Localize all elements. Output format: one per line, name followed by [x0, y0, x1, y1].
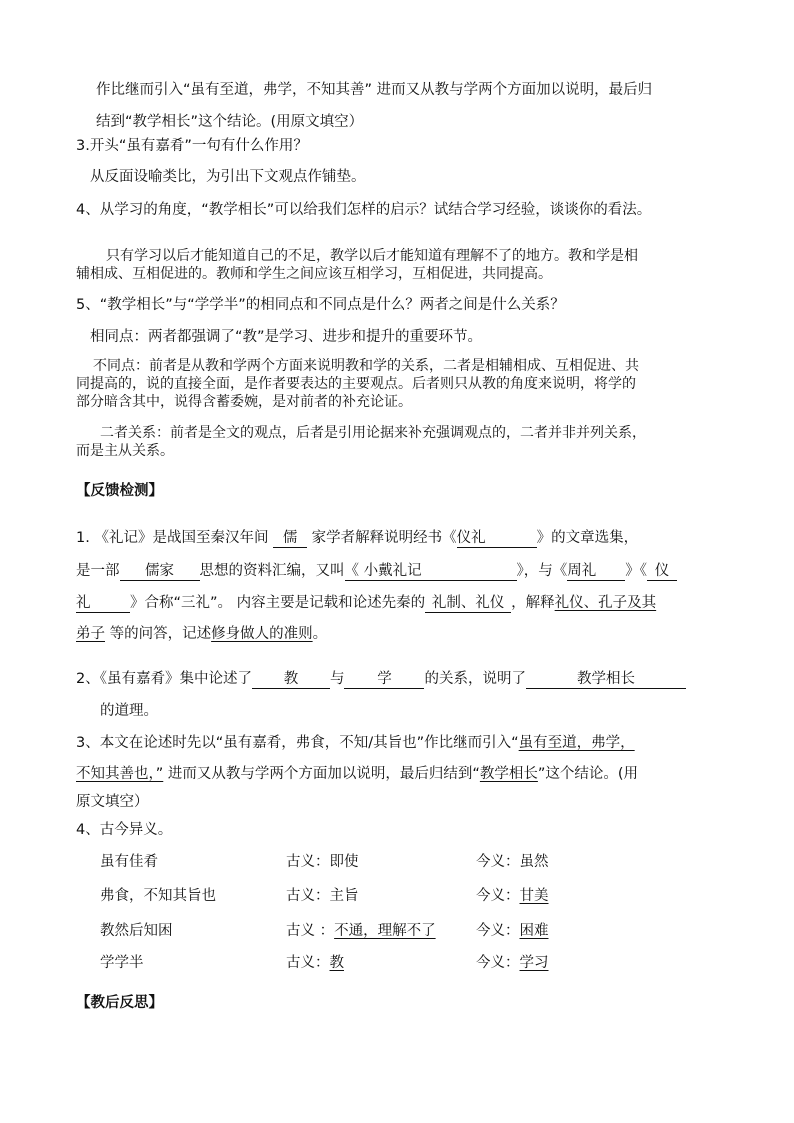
feedback-item-2-line-1 — [76, 669, 686, 689]
ancient-label: 古义： — [286, 955, 330, 971]
fill-answer: 修身做人的准则 — [211, 626, 313, 642]
fill-answer: 儒 — [273, 529, 307, 548]
fill-answer: 礼 — [76, 594, 130, 613]
modern-meaning: 学习 — [519, 955, 549, 971]
fill-answer: 《 小戴礼记 — [345, 562, 517, 581]
item-text: ，解释 — [511, 595, 555, 611]
answer-5-diff-line-3: 部分暗含其中，说得含蓄委婉，是对前者的补充论证。 — [76, 394, 412, 410]
row-word: 弗食，不知其旨也 — [100, 888, 216, 904]
feedback-item-1-line-2 — [76, 561, 677, 581]
modern-meaning: 困难 — [519, 923, 549, 939]
intro-text: 作比继而引入“虽有至道，弗学，不知其善” — [96, 82, 373, 98]
fill-answer: 仪 — [647, 562, 677, 581]
fill-answer: 教学相长 — [479, 766, 538, 782]
feedback-item-3-line-3: 原文填空） — [76, 794, 149, 810]
ancient-meaning: 教 — [329, 955, 344, 971]
fill-answer: 仪礼 — [457, 529, 537, 548]
item-text: 家学者解释说明经书《 — [307, 530, 457, 546]
row-modern — [476, 953, 549, 973]
feedback-item-4-title: 4、古今异义。 — [76, 822, 173, 838]
answer-5-relation-line-2: 而是主从关系。 — [76, 443, 174, 459]
fill-answer: 虽有至道，弗学， — [518, 735, 635, 751]
feedback-item-2-line-2: 的道理。 — [100, 703, 158, 719]
item-text: 》合称“三礼”。 内容主要是记载和论述先秦的 — [130, 595, 426, 611]
item-text: 。 — [312, 626, 328, 642]
fill-answer: 教 — [252, 670, 330, 689]
modern-label: 今义： — [476, 888, 520, 904]
feedback-heading: 【反馈检测】 — [76, 483, 163, 499]
ancient-meaning: 不通，理解不了 — [334, 923, 436, 939]
fill-answer: 周礼 — [567, 562, 625, 581]
item-text: 等的问答，记述 — [105, 626, 212, 642]
reflection-heading: 【教后反思】 — [76, 995, 163, 1011]
modern-meaning: 虽然 — [519, 854, 549, 870]
item-text: 是一部 — [76, 563, 120, 579]
answer-4-line-1: 只有学习以后才能知道自己的不足，教学以后才能知道有理解不了的地方。教和学是相 — [106, 248, 638, 264]
row-modern — [476, 852, 549, 872]
ancient-label: 古义： — [286, 854, 330, 870]
modern-label: 今义： — [476, 854, 520, 870]
fill-answer: 学 — [344, 670, 424, 689]
row-modern — [476, 886, 549, 906]
row-ancient — [286, 921, 436, 941]
modern-label: 今义： — [476, 923, 520, 939]
question-3: 3.开头“虽有嘉肴”一句有什么作用？ — [76, 138, 308, 154]
fill-answer: 儒家 — [120, 562, 200, 581]
ancient-meaning: 主旨 — [329, 888, 359, 904]
ancient-label: 古义 ： — [286, 923, 335, 939]
row-word: 教然后知困 — [100, 923, 173, 939]
ancient-meaning: 即使 — [329, 854, 359, 870]
item-text: 3、本文在论述时先以“虽有嘉肴，弗食，不知/其旨也”作比继而引入“ — [76, 735, 519, 751]
item-text: 思想的资料汇编，又叫 — [199, 563, 345, 579]
item-text: 的关系，说明了 — [424, 671, 526, 687]
answer-5-diff-line-1: 不同点：前者是从教和学两个方面来说明教和学的关系，二者是相辅相成、互相促进、共 — [93, 358, 639, 374]
item-text: 与 — [329, 671, 345, 687]
item-text: 进而又从教与学两个方面加以说明，最后归结到“ — [163, 766, 480, 782]
fill-answer: 弟子 — [76, 626, 105, 642]
feedback-item-3-line-1 — [76, 733, 635, 753]
fill-answer: 不知其善也，” — [76, 766, 164, 782]
item-text: 1. 《礼记》是战国至秦汉年间 — [76, 530, 274, 546]
row-ancient — [286, 886, 359, 906]
intro-line-2: 结到“教学相长”这个结论。(用原文填空） — [96, 114, 364, 130]
feedback-item-3-line-2 — [76, 764, 638, 784]
row-modern — [476, 921, 549, 941]
item-text: ”这个结论。(用 — [537, 766, 639, 782]
answer-5-same: 相同点：两者都强调了“教”是学习、进步和提升的重要环节。 — [90, 329, 483, 345]
row-ancient — [286, 953, 344, 973]
feedback-item-1-line-4 — [76, 624, 327, 644]
answer-3: 从反面设喻类比，为引出下文观点作铺垫。 — [90, 169, 366, 185]
row-word: 学学半 — [100, 955, 144, 971]
item-text: 》，与《 — [516, 563, 568, 579]
item-text: 》的文章选集， — [536, 530, 639, 546]
intro-line-1 — [96, 80, 652, 100]
question-4: 4、从学习的角度，“教学相长”可以给我们怎样的启示？试结合学习经验，谈谈你的看法。 — [76, 202, 652, 218]
ancient-label: 古义： — [286, 888, 330, 904]
question-5: 5、“教学相长”与“学学半”的相同点和不同点是什么？两者之间是什么关系？ — [76, 297, 565, 313]
fill-answer: 礼制、礼仪 — [425, 594, 511, 613]
answer-4-line-2: 辅相成、互相促进的。教师和学生之间应该互相学习，互相促进，共同提高。 — [76, 266, 552, 282]
fill-answer: 礼仪、孔子及其 — [554, 595, 657, 611]
intro-text: 进而又从教与学两个方面加以说明，最后归 — [372, 82, 653, 98]
modern-label: 今义： — [476, 955, 520, 971]
row-word: 虽有佳肴 — [100, 854, 158, 870]
item-text: 》《 — [625, 563, 647, 579]
item-text: 2、《虽有嘉肴》集中论述了 — [76, 671, 252, 687]
feedback-item-1-line-1 — [76, 528, 638, 548]
answer-5-diff-line-2: 同提高的，说的直接全面，是作者要表达的主要观点。后者则只从教的角度来说明，将学的 — [76, 376, 636, 392]
feedback-item-1-line-3 — [76, 593, 656, 613]
answer-5-relation-line-1: 二者关系：前者是全文的观点，后者是引用论据来补充强调观点的，二者并非并列关系， — [100, 425, 646, 441]
fill-answer: 教学相长 — [526, 670, 686, 689]
row-ancient — [286, 852, 359, 872]
modern-meaning: 甘美 — [519, 888, 549, 904]
